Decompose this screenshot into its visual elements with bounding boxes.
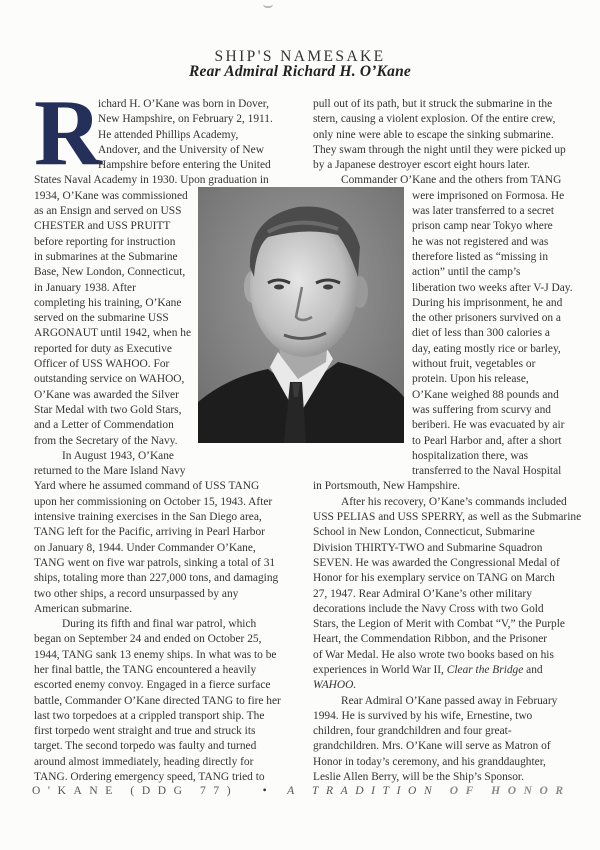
text-line: TANG left for the Pacific, arriving in Pearl Harbor (34, 526, 265, 539)
text-line: TANG. Ordering emergency speed, TANG tried to (34, 771, 265, 784)
text-line: In August 1943, O’Kane (62, 449, 174, 462)
page-top-mark (263, 0, 273, 8)
text-line: New Hampshire, on February 2, 1911. (98, 113, 273, 126)
text-line: therefore listed as “missing in (412, 250, 549, 263)
text-line: in Portsmouth, New Hampshire. (313, 480, 461, 493)
text-line: Star Medal with two Gold Stars, (34, 403, 182, 416)
text-line: Heart, the Commendation Ribbon, and the Prisoner (313, 633, 548, 646)
text-line: They swam through the night until they were picked up (313, 143, 566, 156)
text-line: pull out of its path, but it struck the submarine in the (313, 98, 553, 110)
text-line: children, four grandchildren and four great- (313, 725, 512, 738)
text-line: by a Japanese destroyer escort eight hours later. (313, 159, 530, 172)
paragraph-later-career (313, 495, 583, 694)
text-line: served on the submarine USS (34, 312, 169, 325)
text-line: were imprisoned on Formosa. He (412, 189, 565, 202)
text-line: target. The second torpedo was faulty and turned (34, 740, 257, 753)
text-line: was suffering from scurvy and (412, 403, 551, 416)
text-line: liberation two weeks after V-J Day. (412, 281, 573, 294)
text-line: action” until the camp’s (412, 266, 521, 279)
text-line: American submarine. (34, 602, 133, 615)
text-line: TANG went on five war patrols, sinking a total of 31 (34, 556, 276, 569)
text-fragment: . (353, 679, 357, 692)
text-line: 1944, TANG sank 13 enemy ships. In what was to be (34, 648, 277, 661)
text-line: Hampshire before entering the United (98, 159, 271, 172)
text-line: of War Medal. He also wrote two books based on his (313, 648, 554, 661)
text-line: During its fifth and final war patrol, which (62, 618, 257, 631)
text-line: Stars, the Legion of Merit with Combat “V,” the Purple (313, 618, 565, 631)
text-line: and a Letter of Commendation (34, 419, 174, 432)
text-line: CHESTER and USS PRUITT (34, 220, 171, 233)
text-line: ARGONAUT until 1942, when he (34, 327, 192, 340)
paragraph-intro (34, 97, 306, 449)
article-subtitle: Rear Admiral Richard H. O’Kane (188, 63, 412, 80)
text-line: Honor for his exemplary service on TANG on March (313, 572, 555, 585)
section-title: SHIP'S NAMESAKE (214, 48, 386, 66)
text-line: Andover, and the University of New (98, 143, 264, 156)
text-line: escorted enemy convoy. Engaged in a fierce surface (34, 679, 271, 692)
text-line: Officer of USS WAHOO. For (34, 358, 170, 371)
text-line: was later transferred to a secret (412, 205, 554, 218)
text-line: O’Kane was awarded the Silver (34, 388, 179, 401)
text-line: hospitalization there, was (412, 449, 529, 462)
text-line: two other ships, a record unsurpassed by any (34, 587, 239, 600)
text-line: in submarines at the Submarine (34, 250, 178, 263)
text-line: the other prisoners survived on a (412, 312, 561, 325)
text-line: battle, Commander O’Kane directed TANG to fire her (34, 694, 281, 707)
text-line: on January 8, 1944. Under Commander O’Kane, (34, 541, 256, 554)
footer-tagline: A TRADITION (287, 785, 440, 797)
bullet-separator-icon: • (262, 785, 267, 797)
text-line: stern, causing a violent explosion. Of the entire crew, (313, 113, 556, 126)
text-line: upon her commissioning on October 15, 1943. After (34, 495, 273, 508)
text-line: day, eating mostly rice or barley, (412, 342, 561, 355)
text-line: he was not registered and was (412, 235, 549, 248)
text-line: SEVEN. He was awarded the Congressional Medal of (313, 556, 560, 569)
text-line: Rear Admiral O’Kane passed away in February (341, 694, 558, 707)
text-line: around almost immediately, heading directly for (34, 755, 254, 768)
paragraph-final-patrol (34, 617, 306, 785)
text-line: her final battle, the TANG encountered a heavily (34, 663, 257, 676)
text-line: Honor in today’s ceremony, and his granddaughter, (313, 755, 546, 768)
text-line: Commander O’Kane and the others from TANG (341, 174, 562, 187)
text-line: States Naval Academy in 1930. Upon graduation in (34, 174, 269, 187)
text-line: decorations include the Navy Cross with two Gold (313, 602, 544, 615)
article-column-left (34, 97, 306, 785)
text-line: Leslie Allen Berry, will be the Ship’s Sponsor. (313, 771, 524, 784)
text-fragment: and (523, 663, 543, 676)
text-line: without fruit, vegetables or (412, 358, 536, 371)
footer-ship-name: O'KANE (DDG 77) (32, 785, 239, 797)
text-line: began on September 24 and ended on October 25, (34, 633, 262, 646)
book-title-wahoo: WAHOO (313, 679, 354, 692)
text-line: transferred to the Naval Hospital (412, 465, 562, 478)
text-line: as an Ensign and served on USS (34, 205, 182, 218)
article-column-right (313, 97, 583, 785)
text-line: first torpedo went straight and true and struck its (34, 725, 256, 738)
text-line: Yard where he assumed command of USS TANG (34, 480, 260, 493)
text-line: returned to the Mare Island Navy (34, 465, 186, 478)
text-line (313, 678, 583, 693)
text-line: School in New London, Connecticut, Submarine (313, 526, 535, 539)
text-line: protein. Upon his release, (412, 373, 529, 386)
text-line: last two torpedoes at a crippled transport ship. The (34, 709, 265, 722)
text-line: ichard H. O’Kane was born in Dover, (98, 98, 269, 110)
text-line: reported for duty as Executive (34, 342, 172, 355)
page-footer (32, 785, 571, 797)
text-line: intensive training exercises in the San Diego area, (34, 511, 262, 524)
text-line: in January 1938. After (34, 281, 136, 294)
text-line: He attended Phillips Academy, (98, 128, 239, 141)
text-line: prison camp near Tokyo where (412, 220, 553, 233)
text-line: outstanding service on WAHOO, (34, 373, 185, 386)
text-line: USS PELIAS and USS SPERRY, as well as the Submarine (313, 511, 582, 524)
text-line: Division THIRTY-TWO and Submarine Squadron (313, 541, 543, 554)
text-line: Base, New London, Connecticut, (34, 266, 186, 279)
text-line: from the Secretary of the Navy. (34, 434, 178, 447)
text-line: ships, totaling more than 227,000 tons, and damaging (34, 572, 279, 585)
text-line (313, 663, 583, 678)
paragraph-legacy (313, 694, 583, 786)
text-line: 1934, O’Kane was commissioned (34, 189, 188, 202)
text-line: only nine were able to escape the sinking submarine. (313, 128, 554, 141)
footer-tagline-emphasis: OF HONOR (449, 785, 571, 797)
paragraph-tang-command (34, 449, 306, 617)
text-line: 1994. He is survived by his wife, Ernestine, two (313, 709, 533, 722)
paragraph-imprisonment (313, 173, 583, 494)
text-line: O’Kane weighed 88 pounds and (412, 388, 559, 401)
text-line: before reporting for instruction (34, 235, 176, 248)
book-title-clear-the-bridge: Clear the Bridge (446, 663, 524, 676)
text-line: 27, 1947. Rear Admiral O’Kane’s other military (313, 587, 532, 600)
text-line: After his recovery, O’Kane’s commands included (341, 495, 567, 508)
text-line: completing his training, O’Kane (34, 296, 182, 309)
text-fragment: experiences in World War II, (313, 663, 447, 676)
text-line: to Pearl Harbor and, after a short (412, 434, 562, 447)
text-line: beriberi. He was evacuated by air (412, 419, 565, 432)
text-line: During his imprisonment, he and (412, 296, 563, 309)
paragraph-sinking (313, 97, 583, 173)
text-line: diet of less than 300 calories a (412, 327, 550, 340)
text-line: grandchildren. Mrs. O’Kane will serve as Matron of (313, 740, 551, 753)
drop-cap: R (34, 81, 102, 185)
